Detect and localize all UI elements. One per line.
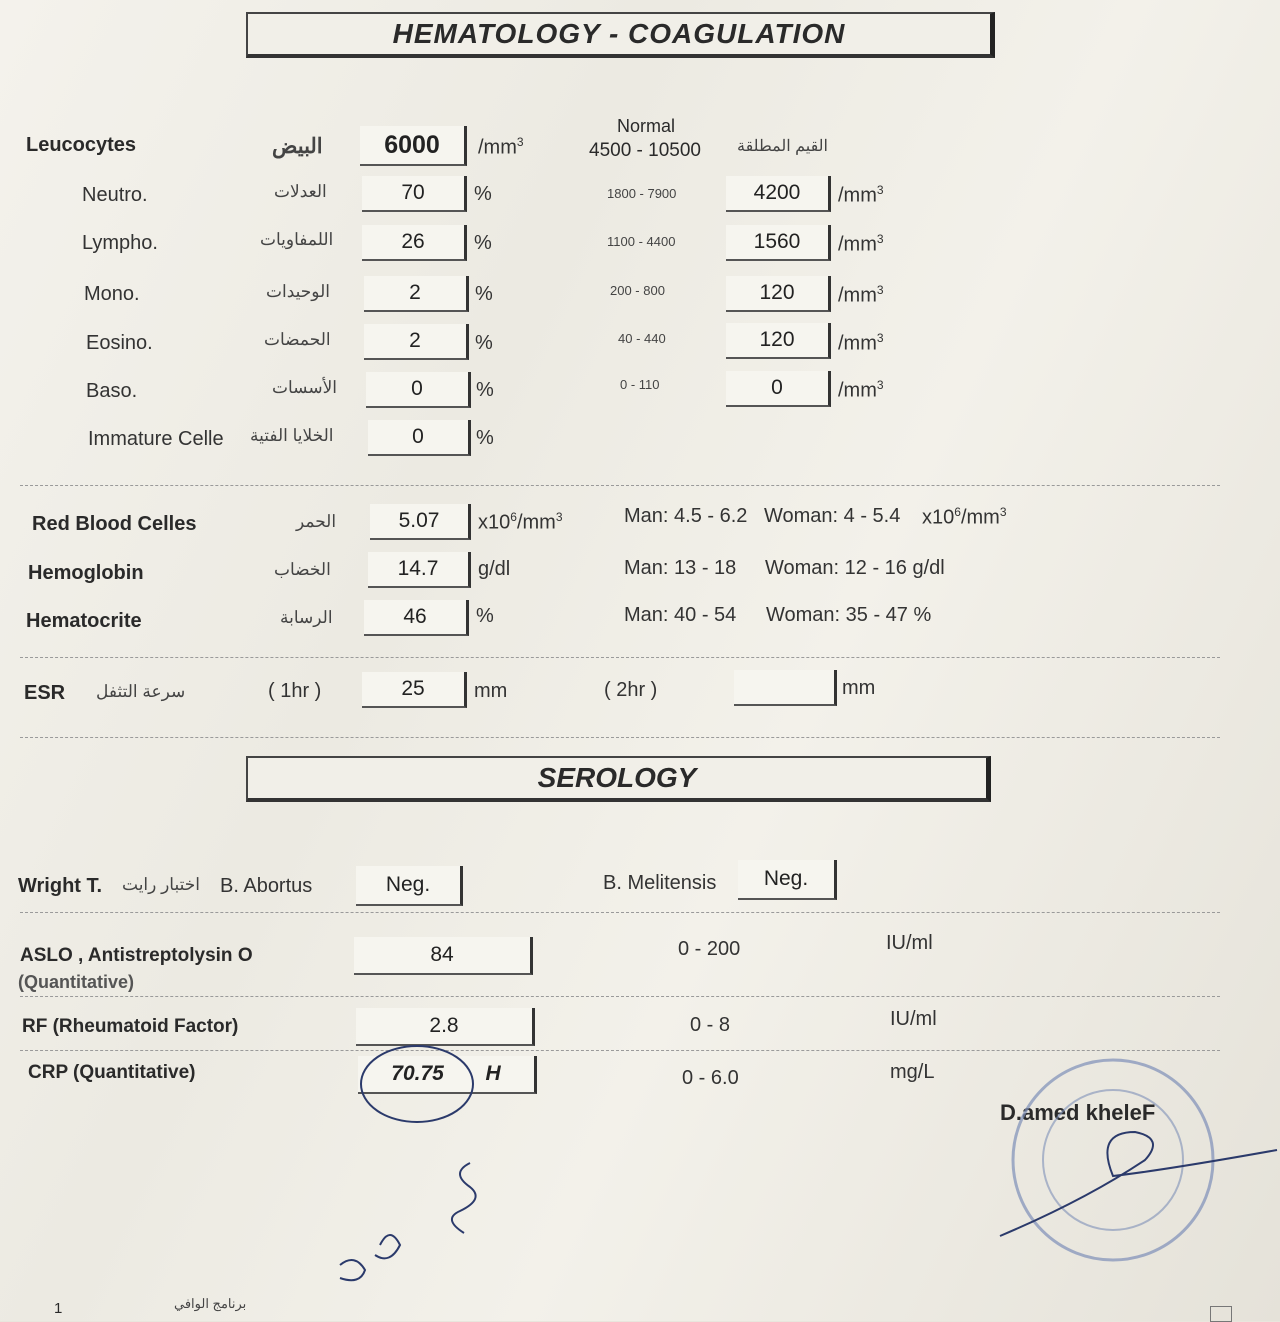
handwritten-note xyxy=(320,1155,520,1295)
neutro-pct-unit: % xyxy=(474,183,492,205)
neutro-arabic: العدلات xyxy=(274,182,327,201)
esr-1hr-value: 25 xyxy=(362,672,467,708)
rf-unit: IU/ml xyxy=(890,1008,937,1030)
eosino-percent: 2 xyxy=(364,324,469,360)
neutro-range: 1800 - 7900 xyxy=(607,186,677,201)
lympho-arabic: اللمفاويات xyxy=(260,230,334,249)
neutro-label: Neutro. xyxy=(82,184,148,206)
hematocrite-label: Hematocrite xyxy=(26,610,142,632)
corner-box xyxy=(1210,1306,1232,1322)
baso-arabic: الأسسات xyxy=(272,378,338,397)
hematology-header xyxy=(246,12,995,58)
melitensis-label: B. Melitensis xyxy=(603,872,717,894)
leucocytes-value: 6000 xyxy=(360,126,467,166)
esr-2hr-value xyxy=(734,670,837,706)
immature-pct-unit: % xyxy=(476,427,494,449)
aslo-sub: (Quantitative) xyxy=(18,972,135,992)
lympho-label: Lympho. xyxy=(82,232,158,254)
hemoglobin-unit: g/dl xyxy=(478,558,511,580)
immature-label: Immature Celle xyxy=(88,428,224,450)
hematocrite-arabic: الرسابة xyxy=(280,608,333,627)
eosino-arabic: الحمضات xyxy=(264,330,331,349)
crp-high-flag: H xyxy=(485,1062,501,1085)
esr-2hr-label: ( 2hr ) xyxy=(604,679,658,701)
doctor-name: D.amed kheleF xyxy=(1000,1100,1156,1125)
rf-value: 2.8 xyxy=(356,1008,535,1046)
hematocrite-unit: % xyxy=(476,605,494,627)
baso-label: Baso. xyxy=(86,380,138,402)
esr-1hr-unit: mm xyxy=(474,680,508,702)
esr-label: ESR xyxy=(24,682,66,704)
lympho-percent: 26 xyxy=(362,225,467,261)
abortus-label: B. Abortus xyxy=(220,875,313,897)
divider xyxy=(20,737,1220,738)
eosino-abs-unit: $/mm^3$ xyxy=(838,331,884,355)
mono-range: 200 - 800 xyxy=(610,283,665,298)
neutro-percent: 70 xyxy=(362,176,467,212)
esr-arabic: سرعة التثفل xyxy=(96,682,186,701)
abortus-value: Neg. xyxy=(356,866,463,906)
crp-range: 0 - 6.0 xyxy=(682,1067,739,1089)
baso-abs-unit: $/mm^3$ xyxy=(838,378,884,402)
rbc-woman-range: Woman: 4 - 5.4 xyxy=(764,505,901,527)
stamp-and-signature xyxy=(995,1050,1280,1270)
melitensis-value: Neg. xyxy=(738,860,837,900)
normal-label: Normal xyxy=(617,116,676,136)
crp-value: 70.75 xyxy=(391,1062,444,1085)
rf-range: 0 - 8 xyxy=(690,1014,731,1036)
lympho-range: 1100 - 4400 xyxy=(607,234,676,249)
rbc-range-unit: $x10^6/mm^3$ xyxy=(922,505,1007,529)
immature-arabic: الخلايا الفتية xyxy=(250,426,334,445)
lympho-absolute: 1560 xyxy=(726,225,831,261)
leucocytes-unit: $/mm^3$ xyxy=(478,135,524,159)
aslo-value: 84 xyxy=(354,937,533,975)
rbc-value: 5.07 xyxy=(370,504,471,540)
page-number: 1 xyxy=(54,1300,63,1317)
crp-unit: mg/L xyxy=(890,1061,935,1083)
aslo-unit: IU/ml xyxy=(886,932,933,954)
wright-arabic: اختبار رايت xyxy=(122,875,200,894)
divider xyxy=(20,657,1220,658)
neutro-abs-unit: $/mm^3$ xyxy=(838,183,884,207)
rbc-arabic: الحمر xyxy=(296,512,337,531)
mono-percent: 2 xyxy=(364,276,469,312)
rbc-label: Red Blood Celles xyxy=(32,513,197,535)
wright-label: Wright T. xyxy=(18,875,103,897)
hemoglobin-label: Hemoglobin xyxy=(28,562,144,584)
rf-label: RF (Rheumatoid Factor) xyxy=(22,1016,239,1037)
immature-percent: 0 xyxy=(368,420,471,456)
serology-title: SEROLOGY xyxy=(537,762,697,793)
crp-label: CRP (Quantitative) xyxy=(28,1062,196,1083)
hemoglobin-man-range: Man: 13 - 18 xyxy=(624,557,737,579)
serology-header xyxy=(246,756,991,802)
pen-circle-mark xyxy=(355,1038,495,1134)
hematocrite-value: 46 xyxy=(364,600,469,636)
divider xyxy=(20,912,1220,913)
aslo-label: ASLO , Antistreptolysin O xyxy=(20,945,253,966)
leucocytes-arabic: البيض xyxy=(272,135,323,158)
esr-1hr-label: ( 1hr ) xyxy=(268,680,322,702)
hemoglobin-arabic: الخضاب xyxy=(274,560,331,579)
eosino-label: Eosino. xyxy=(86,332,153,354)
absolute-values-header: القيم المطلقة xyxy=(737,138,828,155)
hemoglobin-woman-range: Woman: 12 - 16 g/dl xyxy=(765,557,945,579)
eosino-pct-unit: % xyxy=(475,332,493,354)
mono-pct-unit: % xyxy=(475,283,493,305)
eosino-range: 40 - 440 xyxy=(618,331,666,346)
rbc-unit: $x10^6/mm^3$ xyxy=(478,510,563,534)
baso-range: 0 - 110 xyxy=(620,377,660,392)
mono-abs-unit: $/mm^3$ xyxy=(838,283,884,307)
divider xyxy=(20,996,1220,997)
lympho-abs-unit: $/mm^3$ xyxy=(838,232,884,256)
aslo-range: 0 - 200 xyxy=(678,938,741,960)
baso-absolute: 0 xyxy=(726,371,831,407)
eosino-absolute: 120 xyxy=(726,323,831,359)
divider xyxy=(20,485,1220,486)
hematocrite-woman-range: Woman: 35 - 47 % xyxy=(766,604,932,626)
program-name: برنامج الوافي xyxy=(174,1296,247,1311)
mono-arabic: الوحيدات xyxy=(266,282,330,301)
baso-pct-unit: % xyxy=(476,379,494,401)
mono-label: Mono. xyxy=(84,283,140,305)
neutro-absolute: 4200 xyxy=(726,176,831,212)
lympho-pct-unit: % xyxy=(474,232,492,254)
hemoglobin-value: 14.7 xyxy=(368,552,471,588)
leucocytes-label: Leucocytes xyxy=(26,134,137,156)
mono-absolute: 120 xyxy=(726,276,831,312)
rbc-man-range: Man: 4.5 - 6.2 xyxy=(624,505,748,527)
hematology-title: HEMATOLOGY - COAGULATION xyxy=(392,18,846,49)
normal-range: 4500 - 10500 xyxy=(589,140,701,161)
hematocrite-man-range: Man: 40 - 54 xyxy=(624,604,737,626)
esr-2hr-unit: mm xyxy=(842,677,876,699)
baso-percent: 0 xyxy=(366,372,471,408)
